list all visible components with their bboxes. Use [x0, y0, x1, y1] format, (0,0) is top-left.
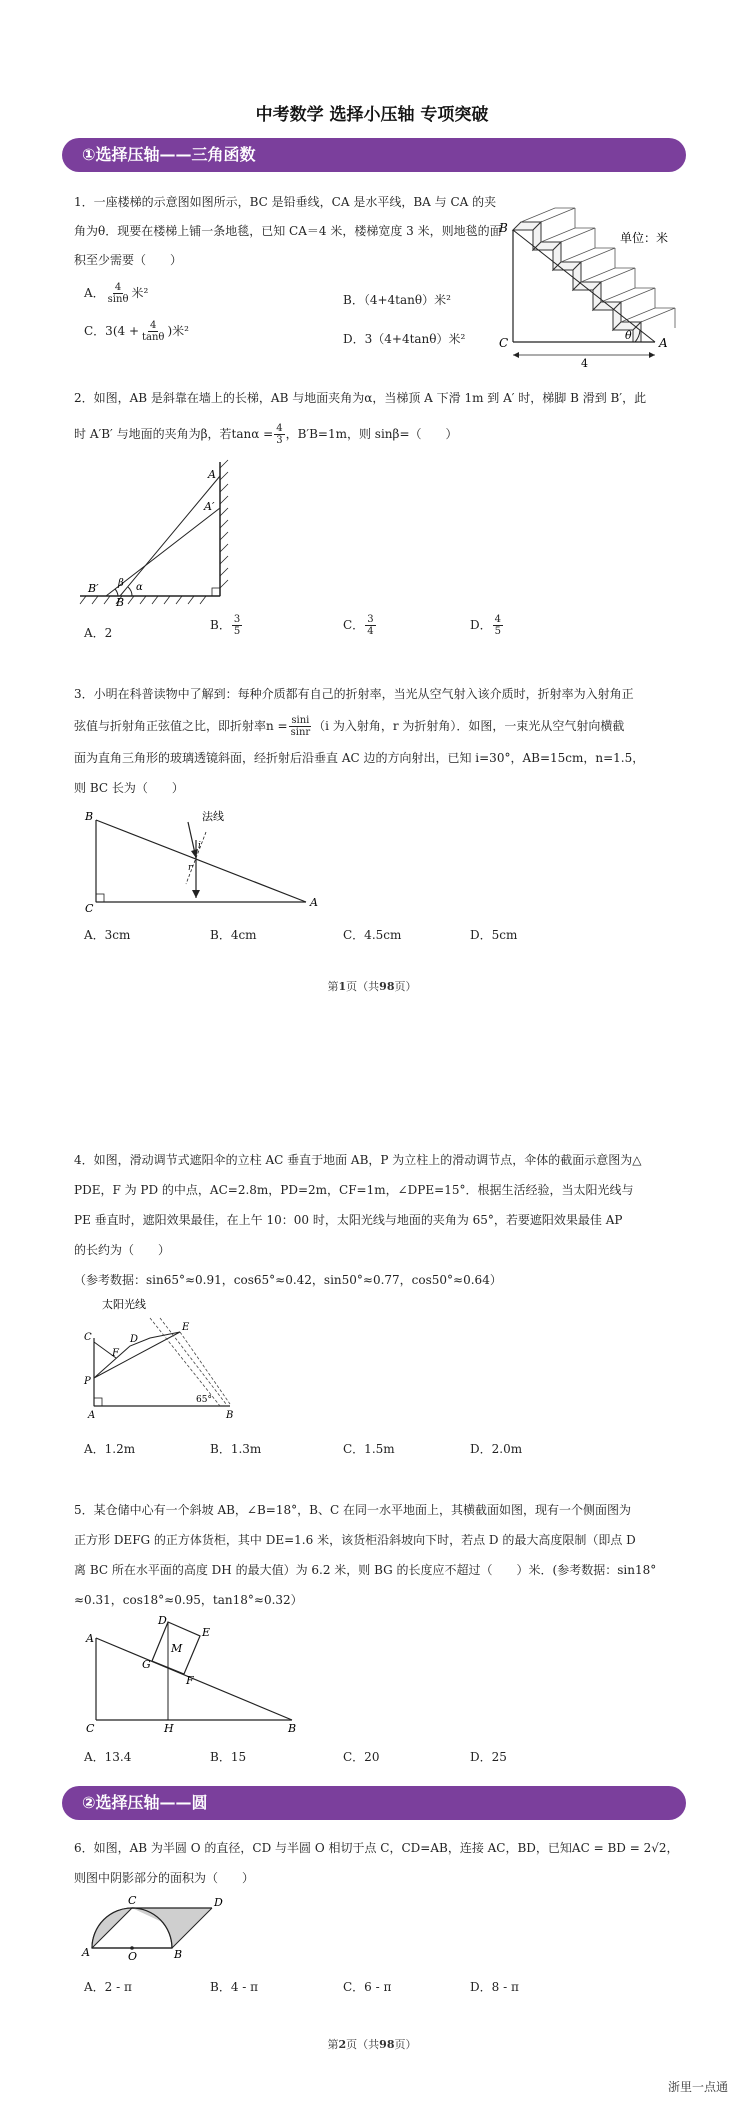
q3-option-b[interactable]: B．4cm — [210, 928, 257, 942]
q4-option-d[interactable]: D．2.0m — [470, 1442, 523, 1456]
q6-label-c: C — [128, 1894, 137, 1907]
q4-option-b[interactable]: B．1.3m — [210, 1442, 262, 1456]
q1-option-b[interactable]: B．（4+4tanθ）米² — [343, 293, 451, 307]
q6-label-o: O — [128, 1950, 138, 1963]
section-header-circle: ②选择压轴——圆 — [62, 1786, 686, 1820]
q3-label-b: B — [85, 810, 94, 823]
q4-label-f: F — [112, 1348, 119, 1359]
q1-label-b: B — [499, 221, 508, 235]
q2-label-beta: β — [118, 578, 124, 589]
q5-label-d: D — [158, 1614, 167, 1627]
question-3-line4: 则 BC 长为（ ） — [74, 781, 184, 795]
q1-label-a: A — [659, 336, 668, 350]
q1-staircase-figure — [495, 212, 695, 370]
q2-label-alpha: α — [136, 582, 143, 593]
question-5-line4: ≈0.31，cos18°≈0.95，tan18°≈0.32） — [74, 1593, 303, 1607]
question-2-line1: 2．如图，AB 是斜靠在墙上的长梯，AB 与地面夹角为α，当梯顶 A 下滑 1m 到 A′ 时，梯脚 B 滑到 B′，此 — [74, 391, 647, 405]
q5-label-h: H — [164, 1722, 174, 1735]
q5-label-g: G — [142, 1658, 151, 1671]
q5-option-a[interactable]: A．13.4 — [84, 1750, 132, 1764]
q3-option-a[interactable]: A．3cm — [84, 928, 131, 942]
q6-label-a: A — [82, 1946, 90, 1959]
q5-label-b: B — [288, 1722, 297, 1735]
q2-label-a: A — [208, 468, 216, 481]
q2-option-b[interactable]: B． $\frac{3}{5}$ — [210, 614, 241, 637]
question-4-line3: PE 垂直时，遮阳效果最佳，在上午 10：00 时，太阳光线与地面的夹角为 65°，若要遮阳效果最佳 AP — [74, 1213, 623, 1227]
q4-label-c: C — [84, 1332, 92, 1343]
page-footer-1: 第1页（共98页） — [327, 980, 417, 993]
q4-label-d: D — [130, 1334, 139, 1345]
question-5-line2: 正方形 DEFG 的正方体货柜，其中 DE=1.6 米，该货柜沿斜坡向下时，若点 D 的最大高度限制（即点 D — [74, 1533, 636, 1547]
page-title: 中考数学 选择小压轴 专项突破 — [255, 105, 489, 125]
q6-option-a[interactable]: A．2 - π — [84, 1980, 132, 1994]
q6-option-b[interactable]: B．4 - π — [210, 1980, 259, 1994]
question-3-line2: 弦值与折射角正弦值之比，即折射率n = $\frac{\sin i}{\sin r}$ （i 为入射角，r 为折射角）．如图，一束光从空气射向横截 — [74, 715, 625, 738]
q1-label-length: 4 — [581, 357, 588, 370]
q1-option-a[interactable]: A． $\frac{4}{\sin\theta}$ 米² — [84, 282, 149, 305]
q2-label-a-prime: A′ — [204, 500, 215, 513]
q3-option-c[interactable]: C．4.5cm — [343, 928, 402, 942]
page-footer-2: 第2页（共98页） — [327, 2038, 417, 2051]
question-3-line3: 面为直角三角形的玻璃透镜斜面，经折射后沿垂直 AC 边的方向射出，已知 i=30°，AB=15cm，n=1.5， — [74, 751, 645, 765]
q2-option-c[interactable]: C． $\frac{3}{4}$ — [343, 614, 374, 637]
q1-unit-label: 单位：米 — [620, 231, 669, 245]
q3-label-i: i — [198, 841, 201, 851]
question-4-line5: （参考数据：sin65°≈0.91，cos65°≈0.42，sin50°≈0.77，cos50°≈0.64） — [74, 1273, 502, 1287]
question-4-line1: 4．如图，滑动调节式遮阳伞的立柱 AC 垂直于地面 AB，P 为立柱上的滑动调节点，伞体的截面示意图为△ — [74, 1153, 642, 1167]
q6-semicircle-figure — [82, 1890, 232, 1963]
q5-label-e: E — [202, 1626, 211, 1639]
q5-label-f: F — [186, 1674, 194, 1687]
q3-label-a: A — [310, 896, 318, 909]
q4-label-p: P — [84, 1376, 91, 1387]
question-6-line2: 则图中阴影部分的面积为（ ） — [74, 1871, 255, 1885]
question-2-line2: 时 A′B′ 与地面的夹角为β，若tanα = $\frac{4}{3}$ ，B′B=1m，则 sinβ=（ ） — [74, 423, 458, 446]
q1-label-c: C — [499, 336, 509, 350]
q2-option-a[interactable]: A．2 — [84, 626, 113, 640]
q6-option-c[interactable]: C．6 - π — [343, 1980, 392, 1994]
watermark: 浙里一点通 — [667, 2080, 728, 2094]
q4-angle-label: 65° — [196, 1395, 212, 1405]
question-5-line3: 离 BC 所在水平面的高度 DH 的最大值）为 6.2 米，则 BG 的长度应不超过（ ）米．(参考数据：sin18° — [74, 1563, 657, 1577]
section-header-trig: ①选择压轴——三角函数 — [62, 138, 686, 172]
q6-option-d[interactable]: D．8 - π — [470, 1980, 519, 1994]
q2-option-d[interactable]: D． $\frac{4}{5}$ — [470, 614, 501, 637]
q5-label-c: C — [86, 1722, 95, 1735]
q4-label-e: E — [182, 1322, 190, 1333]
question-4-line2: PDE，F 为 PD 的中点，AC=2.8m，PD=2m，CF=1m，∠DPE=15°．根据生活经验，当太阳光线与 — [74, 1183, 634, 1197]
q2-label-b-prime: B′ — [88, 582, 99, 595]
q6-label-b: B — [174, 1948, 183, 1961]
q4-option-c[interactable]: C．1.5m — [343, 1442, 395, 1456]
q3-normal-label: 法线 — [202, 810, 224, 823]
q5-label-m: M — [171, 1642, 183, 1655]
q2-ladder-figure — [80, 456, 240, 609]
q2-label-b: B — [116, 596, 125, 609]
q5-label-a: A — [86, 1632, 94, 1645]
q3-option-d[interactable]: D．5cm — [470, 928, 518, 942]
q5-option-d[interactable]: D．25 — [470, 1750, 507, 1764]
q1-option-d[interactable]: D．3（4+4tanθ）米² — [343, 332, 466, 346]
q4-umbrella-figure — [80, 1294, 250, 1421]
q3-label-r: r — [188, 863, 193, 873]
q1-label-theta: θ — [625, 329, 632, 342]
q1-option-c[interactable]: C．3(4 + $\frac{4}{\tan\theta}$ )米² — [84, 320, 189, 343]
q3-label-c: C — [85, 902, 94, 915]
q3-prism-figure — [84, 806, 324, 916]
question-1-text: 1．一座楼梯的示意图如图所示，BC 是铅垂线，CA 是水平线，BA 与 CA 的夹角为θ．现要在楼梯上铺一条地毯，已知 CA＝4 米，楼梯宽度 3 米，则地毯的面积至少需要（ ） — [74, 195, 502, 267]
q4-sun-label: 太阳光线 — [102, 1298, 146, 1311]
question-3-line1: 3．小明在科普读物中了解到：每种介质都有自己的折射率，当光从空气射入该介质时，折射率为入射角正 — [74, 687, 634, 701]
question-6-line1: 6．如图，AB 为半圆 O 的直径，CD 与半圆 O 相切于点 C，CD=AB，连接 AC，BD，已知AC = BD = 2√2， — [74, 1841, 679, 1855]
q4-label-b: B — [226, 1410, 234, 1421]
q4-option-a[interactable]: A．1.2m — [84, 1442, 136, 1456]
q4-label-a: A — [88, 1410, 96, 1421]
q6-label-d: D — [214, 1896, 223, 1909]
question-5-line1: 5．某仓储中心有一个斜坡 AB，∠B=18°，B、C 在同一水平地面上，其横截面如图，现有一个侧面图为 — [74, 1503, 631, 1517]
question-4-line4: 的长约为（ ） — [74, 1243, 171, 1257]
q5-option-b[interactable]: B．15 — [210, 1750, 247, 1764]
q5-option-c[interactable]: C．20 — [343, 1750, 380, 1764]
q5-slope-figure — [82, 1616, 312, 1734]
